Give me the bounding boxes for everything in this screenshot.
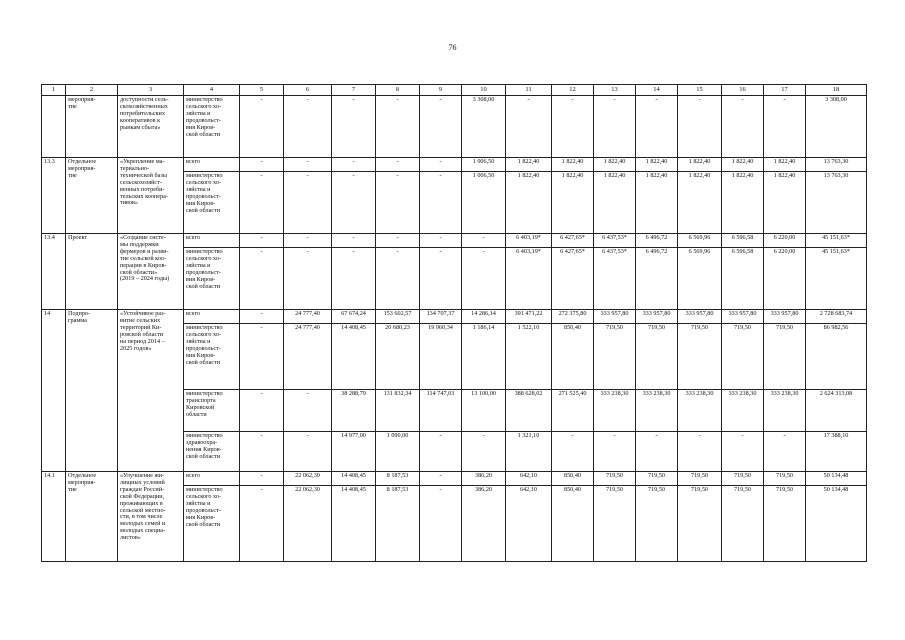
value-cell: - (420, 486, 462, 562)
value-cell: 850,40 (552, 486, 594, 562)
value-cell: 24 777,40 (284, 324, 332, 390)
row-number (42, 96, 66, 158)
value-cell: 6 220,00 (764, 248, 806, 310)
value-cell: 719,50 (636, 324, 678, 390)
value-cell: - (376, 248, 420, 310)
value-cell: 6 596,58 (722, 248, 764, 310)
row-title: «Создание систе- мы поддержки фермеров и разви- тие сельской коо- перации в Киров- ской области» (2019 – 2024 годы) (118, 234, 184, 310)
row-title: «Улучшение жи- лищных условий граждан Россий- ской Федерации, проживающих в сельской местно- сти, в том числе молодых семей и молодых специа- листов» (118, 472, 184, 562)
column-header: 11 (506, 85, 552, 96)
value-cell: - (240, 234, 284, 248)
row-type: Проект (66, 234, 118, 310)
column-header: 2 (66, 85, 118, 96)
value-cell: - (332, 248, 376, 310)
value-cell: - (240, 96, 284, 158)
value-cell: - (420, 96, 462, 158)
table-row (42, 96, 867, 158)
value-cell: - (420, 158, 462, 172)
value-cell: 333 238,30 (764, 390, 806, 432)
column-header: 10 (462, 85, 506, 96)
executor-cell: министерство здравоохра- нения Киров- ской области (184, 432, 240, 472)
value-cell: 3 308,00 (462, 96, 506, 158)
value-cell: 642,10 (506, 472, 552, 486)
column-header: 16 (722, 85, 764, 96)
column-header: 14 (636, 85, 678, 96)
value-cell: 719,50 (678, 472, 722, 486)
value-cell: - (678, 432, 722, 472)
value-cell: 6 496,72 (636, 248, 678, 310)
value-cell: 86 982,56 (806, 324, 867, 390)
value-cell: 22 062,30 (284, 472, 332, 486)
row-title: доступности сель- скохозяйственных потребительских кооперативов к рынкам сбыта» (118, 96, 184, 158)
value-cell: 1 822,40 (722, 158, 764, 172)
row-type: мероприя- тие (66, 96, 118, 158)
value-cell: 1 822,40 (678, 158, 722, 172)
value-cell: 24 777,40 (284, 310, 332, 324)
value-cell: 19 960,34 (420, 324, 462, 390)
column-header: 3 (118, 85, 184, 96)
value-cell: - (332, 158, 376, 172)
column-header: 6 (284, 85, 332, 96)
value-cell: 14 408,45 (332, 324, 376, 390)
value-cell: - (240, 486, 284, 562)
value-cell: 391 471,22 (506, 310, 552, 324)
value-cell: - (420, 248, 462, 310)
row-type: Отдельное мероприя- тие (66, 472, 118, 562)
value-cell: 1 822,40 (552, 172, 594, 234)
value-cell: 1 321,10 (506, 432, 552, 472)
executor-cell: всего (184, 472, 240, 486)
executor-cell: всего (184, 158, 240, 172)
executor-cell: министерство сельского хо- зяйства и продовольст- вия Киров- ской области (184, 324, 240, 390)
value-cell: 1 822,40 (764, 158, 806, 172)
value-cell: 6 437,53* (594, 234, 636, 248)
value-cell: 719,50 (594, 324, 636, 390)
column-header: 13 (594, 85, 636, 96)
value-cell: 1 822,40 (636, 158, 678, 172)
column-header: 18 (806, 85, 867, 96)
row-number: 14.1 (42, 472, 66, 562)
value-cell: 17 388,10 (806, 432, 867, 472)
value-cell: 14 408,45 (332, 486, 376, 562)
column-header: 8 (376, 85, 420, 96)
value-cell: - (284, 234, 332, 248)
column-header: 4 (184, 85, 240, 96)
value-cell: 50 134,48 (806, 472, 867, 486)
row-title: «Укрепление ма- териально- технической базы сельскохозяйст- венных потреби- тельских коопера- тивов» (118, 158, 184, 234)
value-cell: - (284, 390, 332, 432)
value-cell: 333 238,30 (636, 390, 678, 432)
value-cell: 50 134,48 (806, 486, 867, 562)
value-cell: 38 288,79 (332, 390, 376, 432)
value-cell: - (240, 248, 284, 310)
executor-cell: министерство сельского хо- зяйства и продовольст- вия Киров- ской области (184, 172, 240, 234)
value-cell: 719,50 (722, 324, 764, 390)
value-cell: 1 822,40 (678, 172, 722, 234)
value-cell: - (764, 96, 806, 158)
column-header: 15 (678, 85, 722, 96)
value-cell: - (462, 248, 506, 310)
value-cell: - (284, 158, 332, 172)
value-cell: 1 090,00 (376, 432, 420, 472)
value-cell: 14 408,45 (332, 472, 376, 486)
executor-cell: всего (184, 234, 240, 248)
value-cell: - (376, 96, 420, 158)
column-header: 5 (240, 85, 284, 96)
table-row (42, 472, 867, 486)
value-cell: 1 006,50 (462, 158, 506, 172)
value-cell: 333 957,80 (722, 310, 764, 324)
value-cell: 1 822,40 (722, 172, 764, 234)
value-cell: - (332, 96, 376, 158)
value-cell: 45 151,63* (806, 248, 867, 310)
value-cell: 6 427,65* (552, 234, 594, 248)
executor-cell: министерство сельского хо- зяйства и продовольст- вия Киров- ской области (184, 96, 240, 158)
value-cell: 8 187,53 (376, 472, 420, 486)
header-row (42, 85, 867, 96)
value-cell: 20 680,23 (376, 324, 420, 390)
value-cell: 642,10 (506, 486, 552, 562)
value-cell: 1 186,14 (462, 324, 506, 390)
value-cell: 6 569,96 (678, 248, 722, 310)
value-cell: - (240, 472, 284, 486)
value-cell: 3 308,00 (806, 96, 867, 158)
value-cell: 388 628,02 (506, 390, 552, 432)
value-cell: 850,40 (552, 472, 594, 486)
budget-table (41, 84, 867, 562)
value-cell: 1 006,50 (462, 172, 506, 234)
column-header: 9 (420, 85, 462, 96)
value-cell: 14 286,14 (462, 310, 506, 324)
value-cell: 1 522,10 (506, 324, 552, 390)
value-cell: 850,40 (552, 324, 594, 390)
row-number: 13.4 (42, 234, 66, 310)
row-type: Отдельное мероприя- тие (66, 158, 118, 234)
value-cell: 22 062,30 (284, 486, 332, 562)
value-cell: - (722, 96, 764, 158)
value-cell: 719,50 (764, 486, 806, 562)
value-cell: - (552, 96, 594, 158)
value-cell: - (240, 310, 284, 324)
value-cell: - (722, 432, 764, 472)
value-cell: - (420, 172, 462, 234)
value-cell: - (636, 432, 678, 472)
table-row (42, 310, 867, 324)
value-cell: 719,50 (764, 324, 806, 390)
value-cell: - (240, 432, 284, 472)
value-cell: 386,20 (462, 486, 506, 562)
value-cell: 13 100,00 (462, 390, 506, 432)
value-cell: - (240, 158, 284, 172)
value-cell: 1 822,40 (764, 172, 806, 234)
value-cell: 719,50 (764, 472, 806, 486)
value-cell: 2 728 683,74 (806, 310, 867, 324)
value-cell: - (462, 234, 506, 248)
value-cell: 6 403,19* (506, 234, 552, 248)
value-cell: 1 822,40 (552, 158, 594, 172)
column-header: 17 (764, 85, 806, 96)
executor-cell: всего (184, 310, 240, 324)
value-cell: 719,50 (722, 486, 764, 562)
value-cell: 134 707,37 (420, 310, 462, 324)
value-cell: 6 569,96 (678, 234, 722, 248)
value-cell: 719,50 (636, 486, 678, 562)
value-cell: 271 525,40 (552, 390, 594, 432)
value-cell: - (332, 172, 376, 234)
value-cell: 719,50 (594, 486, 636, 562)
value-cell: 1 822,40 (594, 158, 636, 172)
value-cell: 333 238,30 (722, 390, 764, 432)
value-cell: 14 977,00 (332, 432, 376, 472)
value-cell: 6 427,65* (552, 248, 594, 310)
value-cell: - (594, 432, 636, 472)
value-cell: 131 832,34 (376, 390, 420, 432)
value-cell: - (376, 172, 420, 234)
value-cell: 2 624 313,08 (806, 390, 867, 432)
value-cell: - (764, 432, 806, 472)
value-cell: 6 596,58 (722, 234, 764, 248)
value-cell: 333 957,80 (594, 310, 636, 324)
value-cell: 719,50 (594, 472, 636, 486)
value-cell: - (284, 248, 332, 310)
value-cell: - (678, 96, 722, 158)
value-cell: 1 822,40 (594, 172, 636, 234)
value-cell: - (240, 390, 284, 432)
value-cell: - (594, 96, 636, 158)
value-cell: 6 496,72 (636, 234, 678, 248)
value-cell: - (376, 158, 420, 172)
value-cell: 333 957,80 (678, 310, 722, 324)
value-cell: 386,20 (462, 472, 506, 486)
value-cell: 67 674,24 (332, 310, 376, 324)
value-cell: - (240, 172, 284, 234)
value-cell: 13 763,30 (806, 172, 867, 234)
value-cell: 719,50 (636, 472, 678, 486)
value-cell: - (552, 432, 594, 472)
row-number: 13.3 (42, 158, 66, 234)
row-number: 14 (42, 310, 66, 472)
value-cell: - (420, 234, 462, 248)
value-cell: - (284, 96, 332, 158)
value-cell: 6 220,00 (764, 234, 806, 248)
value-cell: 333 957,80 (764, 310, 806, 324)
page-number: 76 (448, 43, 457, 52)
value-cell: - (462, 432, 506, 472)
table-row (42, 234, 867, 248)
column-header: 12 (552, 85, 594, 96)
column-header: 1 (42, 85, 66, 96)
value-cell: - (376, 234, 420, 248)
value-cell: 333 957,80 (636, 310, 678, 324)
value-cell: 333 238,30 (678, 390, 722, 432)
value-cell: 13 763,30 (806, 158, 867, 172)
value-cell: 114 747,03 (420, 390, 462, 432)
value-cell: 6 403,19* (506, 248, 552, 310)
value-cell: 8 187,53 (376, 486, 420, 562)
value-cell: - (284, 432, 332, 472)
column-header: 7 (332, 85, 376, 96)
row-title: «Устойчивое раз- витие сельских территорий Ки- ровской области на период 2014 – 2025 годов» (118, 310, 184, 472)
value-cell: 719,50 (722, 472, 764, 486)
executor-cell: министерство сельского хо- зяйства и продовольст- вия Киров- ской области (184, 248, 240, 310)
value-cell: 719,50 (678, 324, 722, 390)
executor-cell: министерство транспорта Кировской области (184, 390, 240, 432)
value-cell: 1 822,40 (506, 158, 552, 172)
value-cell: - (420, 432, 462, 472)
executor-cell: министерство сельского хо- зяйства и продовольст- вия Киров- ской области (184, 486, 240, 562)
value-cell: 1 822,40 (636, 172, 678, 234)
value-cell: - (240, 324, 284, 390)
value-cell: - (506, 96, 552, 158)
value-cell: - (332, 234, 376, 248)
value-cell: 1 822,40 (506, 172, 552, 234)
value-cell: 153 602,57 (376, 310, 420, 324)
value-cell: 272 375,80 (552, 310, 594, 324)
value-cell: - (284, 172, 332, 234)
value-cell: 333 238,30 (594, 390, 636, 432)
table-row (42, 158, 867, 172)
value-cell: - (420, 472, 462, 486)
value-cell: 45 151,63* (806, 234, 867, 248)
value-cell: 719,50 (678, 486, 722, 562)
value-cell: 6 437,53* (594, 248, 636, 310)
value-cell: - (636, 96, 678, 158)
row-type: Подпро- грамма (66, 310, 118, 472)
